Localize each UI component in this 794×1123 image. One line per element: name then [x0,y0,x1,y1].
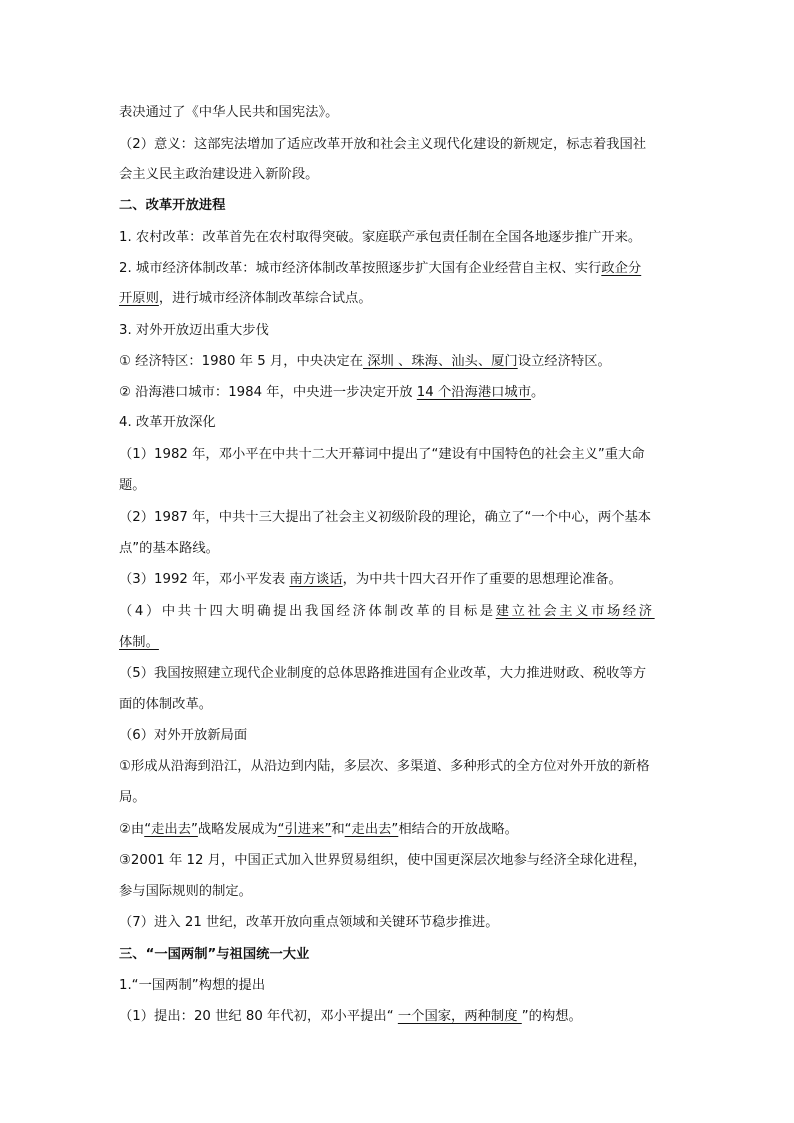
text-line [119,821,679,839]
text-line [119,758,679,776]
text: 参与国际规则的制定。 [119,884,252,899]
text-line [119,446,679,464]
text: ，为中共十四大召开作了重要的思想理论准备。 [342,572,622,587]
text: （3）1992 年，邓小平发表 [119,572,290,587]
section-heading [119,946,679,964]
text: ②由 [119,822,145,837]
text-line [119,477,679,495]
text-line [119,696,679,714]
text-line [119,322,679,340]
text-line [119,665,679,683]
text: 点”的基本路线。 [119,541,219,556]
text-line [119,1008,679,1026]
text: 表决通过了《中华人民共和国宪法》。 [119,105,339,120]
text-line [119,634,679,652]
text-line [119,104,679,122]
text: 设立经济特区。 [517,354,611,369]
text: （7）进入 21 世纪，改革开放向重点领域和关键环节稳步推进。 [119,915,499,930]
text: 相结合的开放战略。 [398,822,518,837]
text-line [119,883,679,901]
underlined-text: 一个国家，两种制度 [397,1009,522,1024]
text: 。 [531,385,545,400]
underlined-text: “走出去” [144,822,198,837]
underlined-text: 体制。 [119,635,159,650]
heading-text: 二、改革开放进程 [119,198,226,213]
underlined-text: 开原则 [119,291,159,306]
text-line [119,571,679,589]
text-line [119,540,679,558]
underlined-text: 南方谈话 [289,572,343,587]
text: 局。 [119,790,146,805]
text-line [119,260,679,278]
text: （4）中共十四大明确提出我国经济体制改革的目标是 [119,604,496,619]
text: ② 沿海港口城市：1984 年，中央进一步决定开放 [119,385,417,400]
text-line [119,136,679,154]
underlined-text: 14 个沿海港口城市 [416,385,532,400]
text-line [119,353,679,371]
text: ”的构想。 [521,1009,582,1024]
underlined-text: “引进来” [277,822,332,837]
text: 4. 改革开放深化 [119,415,216,430]
text: 和 [331,822,345,837]
text-line [119,914,679,932]
underlined-text: 建立社会主义市场经济 [495,604,655,619]
text: 2. 城市经济体制改革：城市经济体制改革按照逐步扩大国有企业经营自主权、实行 [119,261,602,276]
text-line [119,414,679,432]
text-line [119,789,679,807]
heading-text: 三、“一国两制”与祖国统一大业 [119,947,310,962]
text: ①形成从沿海到沿江，从沿边到内陆，多层次、多渠道、多种形式的全方位对外开放的新格 [119,759,650,774]
text: ③2001 年 12 月，中国正式加入世界贸易组织，使中国更深层次地参与经济全球化进程， [119,853,647,868]
text: ，进行城市经济体制改革综合试点。 [158,291,372,306]
text-line [119,290,679,308]
underlined-text: 政企分 [601,261,642,276]
text: 战略发展成为 [197,822,278,837]
text: 题。 [119,478,146,493]
text: （1）1982 年，邓小平在中共十二大开幕词中提出了“建设有中国特色的社会主义”重大命 [119,447,645,462]
text-line [119,852,679,870]
text: 1. 农村改革：改革首先在农村取得突破。家庭联产承包责任制在全国各地逐步推广开来。 [119,230,642,245]
text-line [119,166,679,184]
text: （5）我国按照建立现代企业制度的总体思路推进国有企业改革，大力推进财政、税收等方 [119,666,647,681]
text: 3. 对外开放迈出重大步伐 [119,323,269,338]
text: ① 经济特区：1980 年 5 月，中央决定在 [119,354,363,369]
text-line [119,977,679,995]
text-line [119,509,679,527]
text: 1.“一国两制”构想的提出 [119,978,266,993]
text: （6）对外开放新局面 [119,728,248,743]
text: （1）提出：20 世纪 80 年代初，邓小平提出“ [119,1009,398,1024]
section-heading [119,197,679,215]
text: （2）意义：这部宪法增加了适应改革开放和社会主义现代化建设的新规定，标志着我国社 [119,137,647,152]
text-line [119,384,679,402]
text-line [119,229,679,247]
text-line [119,727,679,745]
text-line [119,603,679,621]
underlined-text: “走出去” [344,822,399,837]
underlined-text: 深圳 、珠海、汕头、厦门 [363,354,518,369]
text: 会主义民主政治建设进入新阶段。 [119,167,319,182]
text: （2）1987 年，中共十三大提出了社会主义初级阶段的理论，确立了“一个中心，两个基本 [119,510,652,525]
text: 面的体制改革。 [119,697,213,712]
